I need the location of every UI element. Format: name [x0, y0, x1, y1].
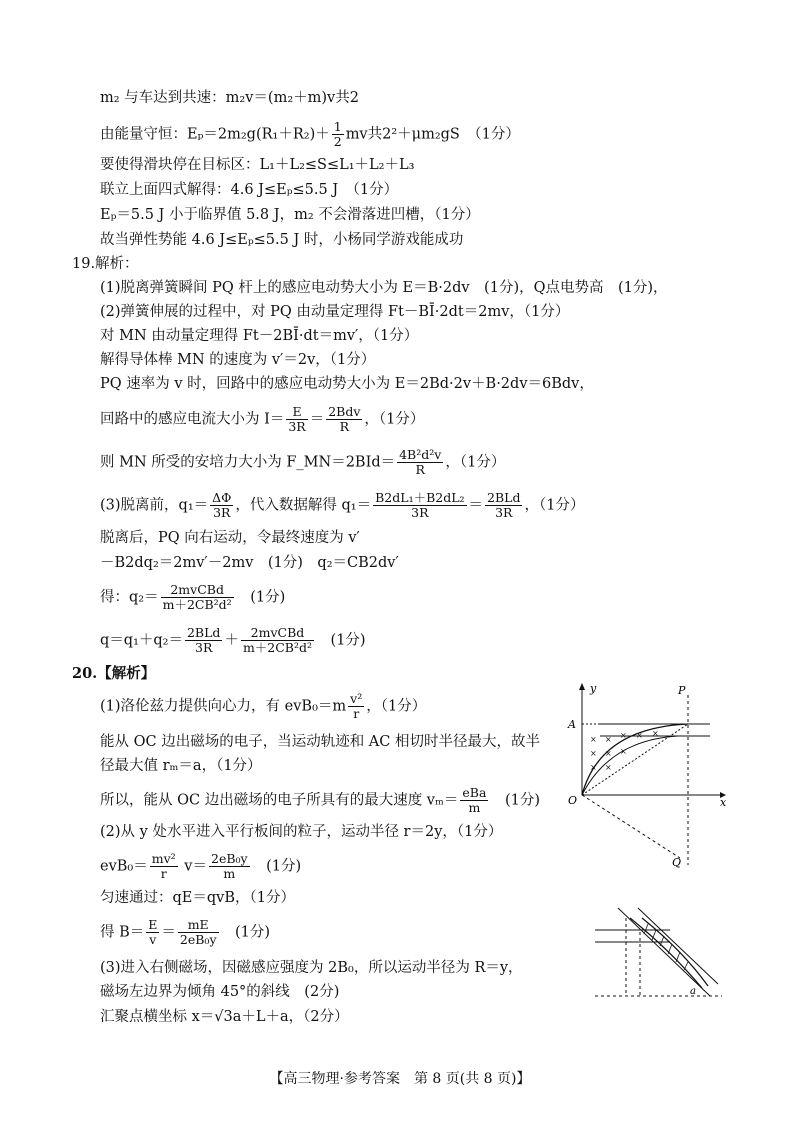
q18-line-6: 故当弹性势能 4.6 J≤Eₚ≤5.5 J 时，小杨同学游戏能成功 — [100, 232, 464, 248]
q20-line-1: (1)洛伦兹力提供向心力，有 evB₀＝m $\frac{\text{v²}}{r}$ ，（1分） — [100, 691, 427, 721]
q20-line-3: 径最大值 rₘ＝a，（1分） — [100, 758, 262, 774]
svg-text:×: × — [605, 763, 612, 772]
svg-text:×: × — [652, 729, 659, 738]
q20-line-6: evB₀＝ $\frac{\text{mv²}}{r}$ v＝ $\frac{\text{2eB₀y}}{m}$ (1分) — [100, 851, 302, 881]
q19-force-line: 则 MN 所受的安培力大小为 F_MN＝2BId＝ $\frac{\text{4B²d²v}}{R}$ ，（1分） — [100, 447, 506, 477]
label-a-small: a — [690, 986, 696, 997]
q19-label: 19.解析： — [72, 256, 139, 272]
q19-q2-line: 得：q₂＝ $\frac{\text{2mvCBd}}{\text{m＋2CB²d²}}$ (1分) — [100, 582, 286, 612]
q20-line-4: 所以，能从 OC 边出磁场的电子所具有的最大速度 vₘ＝ $\frac{\text{eBa}}{m}$ (1分) — [100, 785, 540, 815]
q19-line-5: PQ 速率为 v 时，回路中的感应电动势大小为 E＝2Bd·2v＋B·2dv＝6Bdv， — [100, 376, 594, 392]
magnetic-field-diagram — [560, 680, 740, 870]
label-o: O — [568, 794, 578, 807]
q18-line-1: m₂ 与车达到共速：m₂v＝(m₂＋m)v共2 — [100, 90, 359, 106]
svg-text:×: × — [620, 731, 627, 740]
q19-line-2: (2)弹簧伸展的过程中，对 PQ 由动量定理得 Ft－BĪ·2dt＝2mv，（1分） — [100, 304, 570, 320]
svg-text:×: × — [605, 749, 612, 758]
q20-line-2: 能从 OC 边出磁场的电子，当运动轨迹和 AC 相切时半径最大，故半 — [100, 734, 540, 750]
page-footer: 【高三物理·参考答案 第 8 页(共 8 页)】 — [269, 1071, 531, 1087]
label-x: x — [720, 796, 727, 809]
label-a: A — [568, 718, 576, 731]
label-p: P — [678, 684, 686, 697]
q19-after-2: －B2dq₂＝2mv′－2mv (1分) q₂＝CB2dv′ — [100, 555, 399, 571]
label-q: Q — [672, 856, 682, 869]
q18-line-4: 联立上面四式解得：4.6 J≤Eₚ≤5.5 J （1分） — [100, 182, 399, 198]
q18-line-2: 由能量守恒：Eₚ＝2m₂g(R₁＋R₂)＋ $\frac{1}{2}$ mv共2²＋μm₂gS （1分） — [100, 119, 520, 149]
q18-line-3: 要使得滑块停在目标区：L₁＋L₂≤S≤L₁＋L₂＋L₃ — [100, 157, 415, 173]
q19-q1-line: (3)脱离前，q₁＝ $\frac{\Delta\Phi}{3R}$ ，代入数据解得 q₁＝ $\frac{\text{B2dL₁＋B2dL₂}}{3R}$ ＝ $\frac{\text{2BLd}}{3R}$ ，（1分） — [100, 490, 585, 520]
q20-line-5: (2)从 y 处水平进入平行板间的粒子，运动半径 r＝2y，（1分） — [100, 824, 503, 840]
q19-line-4: 解得导体棒 MN 的速度为 v′＝2v，（1分） — [100, 352, 376, 368]
svg-text:×: × — [605, 735, 612, 744]
svg-text:×: × — [590, 735, 597, 744]
svg-text:×: × — [590, 763, 597, 772]
label-y: y — [590, 682, 597, 695]
q19-line-1: (1)脱离弹簧瞬间 PQ 杆上的感应电动势大小为 E＝B·2dv (1分)，Q点电势高 (1分)， — [100, 280, 668, 296]
q20-line-8: 得 B＝ $\frac{E}{v}$ ＝ $\frac{mE}{\text{2eB₀y}}$ (1分) — [100, 917, 271, 947]
q20-line-7: 匀速通过：qE＝qvB，（1分） — [100, 890, 295, 906]
q20-line-11: 汇聚点横坐标 x＝√3a＋L＋a，（2分） — [100, 1009, 349, 1025]
svg-text:×: × — [590, 749, 597, 758]
q20-line-9: (3)进入右侧磁场，因磁感应强度为 2B₀，所以运动半径为 R＝y， — [100, 960, 523, 976]
q18-line-5: Eₚ＝5.5 J 小于临界值 5.8 J，m₂ 不会滑落进凹槽，（1分） — [100, 207, 480, 223]
q19-q-line: q＝q₁＋q₂＝ $\frac{\text{2BLd}}{3R}$ ＋ $\frac{\text{2mvCBd}}{\text{m＋2CB²d²}}$ (1分) — [100, 625, 366, 655]
q19-after-1: 脱离后，PQ 向右运动，令最终速度为 v′ — [100, 530, 360, 546]
svg-text:×: × — [620, 747, 627, 756]
svg-text:×: × — [636, 731, 643, 740]
half-fraction: $\frac{1}{2}$ — [333, 119, 342, 149]
q20-label: 20.【解析】 — [72, 665, 156, 682]
converging-beam-diagram — [590, 900, 730, 1005]
q19-current-line: 回路中的感应电流大小为 I＝ $\frac{E}{3R}$ ＝ $\frac{\text{2Bdv}}{R}$ ，（1分） — [100, 404, 425, 434]
q20-line-10: 磁场左边界为倾角 45°的斜线 (2分) — [100, 984, 340, 1000]
q19-line-3: 对 MN 由动量定理得 Ft－2BĪ·dt＝mv′，（1分） — [100, 328, 419, 344]
